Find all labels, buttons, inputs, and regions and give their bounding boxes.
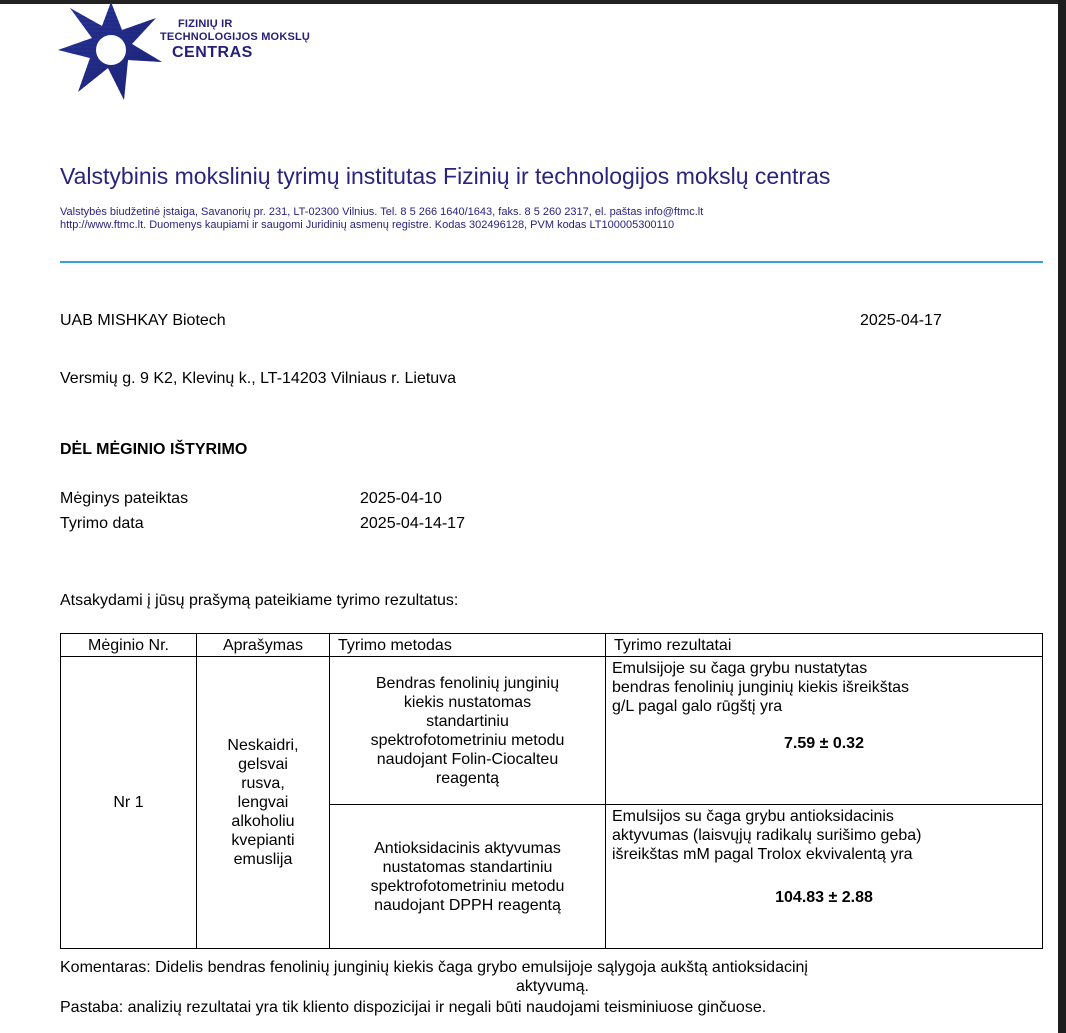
recipient-address: Versmių g. 9 K2, Klevinų k., LT-14203 Vilniaus r. Lietuva xyxy=(60,370,457,387)
description-line: Neskaidri, xyxy=(227,737,299,754)
table-row xyxy=(61,657,1043,805)
description-line: gelsvai xyxy=(238,756,288,773)
logo-wordmark xyxy=(160,18,310,62)
method-cell-2 xyxy=(330,805,606,949)
method-line: nustatomas standartiniu xyxy=(382,858,553,876)
scan-right-border xyxy=(1058,0,1066,1033)
description-line: alkoholiu xyxy=(231,813,295,830)
result-cell-2 xyxy=(606,805,1043,949)
test-date-value: 2025-04-14-17 xyxy=(360,515,465,532)
result-line: išreikštas mM pagal Trolox ekvivalentą yra xyxy=(612,846,913,863)
method-line: spektrofotometriniu metodu xyxy=(370,731,565,749)
comment-line-1: Komentaras: Didelis bendras fenolinių junginių kiekis čaga grybo emulsijoje sąlygoja aukštą antioksidacinį xyxy=(60,959,808,976)
header-divider xyxy=(60,261,1043,263)
sample-submitted-label: Mėginys pateiktas xyxy=(60,490,189,507)
sample-submitted-value: 2025-04-10 xyxy=(360,490,442,507)
sample-number-cell: Nr 1 xyxy=(61,657,197,949)
disclaimer-note: Pastaba: analizių rezultatai yra tik kliento dispozicijai ir negali būti naudojami teisminiuose ginčuose. xyxy=(60,999,767,1016)
description-line: lengvai xyxy=(237,794,289,811)
letter-date: 2025-04-17 xyxy=(860,312,942,329)
letter-subject: DĖL MĖGINIO IŠTYRIMO xyxy=(60,441,248,458)
method-line: naudojant Folin-Ciocalteu xyxy=(376,750,559,768)
results-table xyxy=(60,633,1043,949)
test-date-label: Tyrimo data xyxy=(60,515,144,532)
method-cell-1 xyxy=(330,657,606,805)
institute-info-line-2: http://www.ftmc.lt. Duomenys kaupiami ir saugomi Juridinių asmenų registre. Kodas 302496128, PVM kodas LT100005300110 xyxy=(60,219,675,231)
institute-info-line-1: Valstybės biudžetinė įstaiga, Savanorių pr. 231, LT-02300 Vilnius. Tel. 8 5 266 1640/1643, faks. 8 5 260 2317, el. paštas info@ftmc.lt xyxy=(60,206,704,218)
result-line: Emulsijos su čaga grybu antioksidacinis xyxy=(612,808,894,825)
logo-line-2: TECHNOLOGIJOS MOKSLŲ xyxy=(160,31,311,43)
comment-text xyxy=(60,958,1045,996)
description-line: rusva, xyxy=(241,775,285,792)
method-line: standartiniu xyxy=(426,712,509,730)
method-line: Bendras fenolinių junginių xyxy=(375,674,560,692)
header-method: Tyrimo metodas xyxy=(330,634,606,657)
table-header-row xyxy=(61,634,1043,657)
header-results: Tyrimo rezultatai xyxy=(606,634,1043,657)
recipient-name: UAB MISHKAY Biotech xyxy=(60,312,226,329)
ftmc-logo-icon xyxy=(56,0,166,104)
result-line: g/L pagal galo rūgštį yra xyxy=(612,698,783,715)
description-line: kvepianti xyxy=(231,832,295,849)
logo-line-1: FIZINIŲ IR xyxy=(178,18,233,30)
result-line: aktyvumas (laisvųjų radikalų surišimo geba) xyxy=(612,827,922,844)
header-description: Aprašymas xyxy=(197,634,330,657)
institute-title: Valstybinis mokslinių tyrimų institutas Fizinių ir technologijos mokslų centras xyxy=(60,163,831,189)
method-line: spektrofotometriniu metodu xyxy=(370,877,565,895)
results-intro: Atsakydami į jūsų prašymą pateikiame tyrimo rezultatus: xyxy=(60,592,459,609)
institute-info xyxy=(60,206,703,232)
method-line: naudojant DPPH reagentą xyxy=(374,896,561,914)
method-line: kiekis nustatomas xyxy=(403,693,532,711)
header-sample-no: Mėginio Nr. xyxy=(61,634,197,657)
result-cell-1 xyxy=(606,657,1043,805)
description-line: emuslija xyxy=(233,851,293,868)
result-line: Emulsijoje su čaga grybu nustatytas xyxy=(612,660,868,677)
method-line: Antioksidacinis aktyvumas xyxy=(374,839,561,857)
result-value-antioxidant: 104.83 ± 2.88 xyxy=(775,889,873,906)
result-line: bendras fenolinių junginių kiekis išreikštas xyxy=(612,679,910,696)
result-value-phenolics: 7.59 ± 0.32 xyxy=(784,735,864,752)
method-line: reagentą xyxy=(435,769,500,787)
logo-line-3: CENTRAS xyxy=(172,44,253,61)
description-cell xyxy=(197,657,330,949)
comment-line-2: aktyvumą. xyxy=(516,978,589,995)
